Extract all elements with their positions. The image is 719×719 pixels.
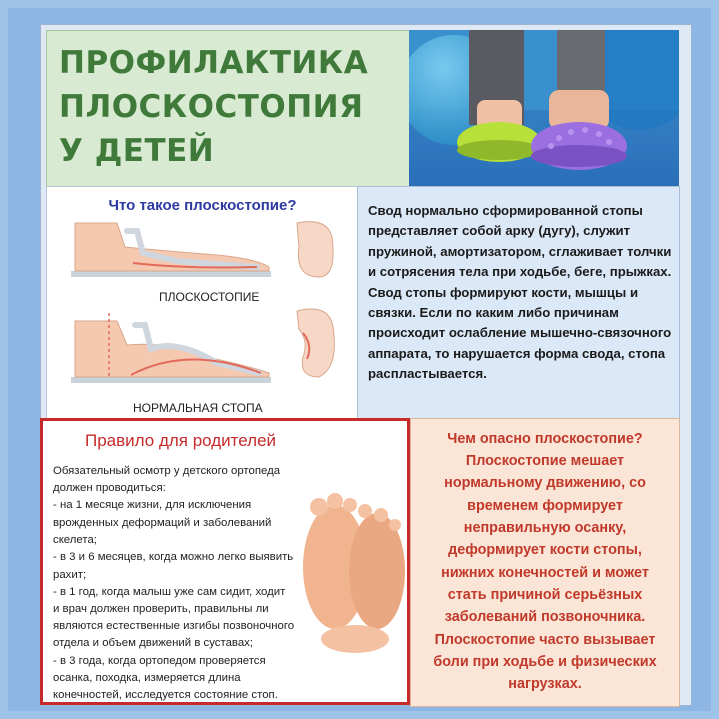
danger-line-5: деформирует кости стопы, [448, 542, 642, 558]
title-line-3: У ДЕТЕЙ [59, 133, 215, 169]
baby-feet-illustration [295, 479, 407, 659]
danger-line-9: Плоскостопие часто вызывает [434, 632, 656, 648]
danger-line-7: стать причиной серьёзных [447, 587, 643, 603]
rules-line-9: и врач должен проверить, правильны ли [53, 603, 269, 615]
rules-line-10: являются естественные изгибы позвоночного [53, 620, 295, 632]
danger-line-4: неправильную осанку, [463, 520, 627, 536]
arch-explanation-panel [357, 186, 680, 420]
rules-line-14: конечностей, исследуется состояние стоп. [53, 689, 278, 701]
label-flatfoot: ПЛОСКОСТОПИЕ [159, 290, 260, 304]
danger-line-8: заболеваний позвоночника. [444, 609, 646, 625]
child-feet-photo [409, 30, 679, 186]
rules-title: Правило для родителей [85, 431, 277, 450]
danger-line-3: временем формирует [467, 498, 623, 514]
rules-line-4: врожденных деформаций и заболеваний [53, 517, 272, 529]
danger-line-2: нормальному движению, со [444, 475, 646, 491]
rules-line-7: рахит; [53, 569, 87, 581]
rules-line-12: - в 3 года, когда ортопедом проверяется [53, 655, 266, 667]
rules-line-2: должен проводиться: [53, 482, 166, 494]
title-line-1: ПРОФИЛАКТИКА [59, 45, 369, 81]
title-line-2: ПЛОСКОСТОПИЯ [59, 89, 364, 125]
diagram-question: Что такое плоскостопие? [108, 197, 297, 214]
rules-line-3: - на 1 месяце жизни, для исключения [53, 499, 252, 511]
rules-line-11: отдела и объем движений в суставах; [53, 637, 254, 649]
danger-line-6: нижних конечностей и может [441, 565, 649, 581]
parent-rules-panel [40, 418, 410, 705]
danger-line-1: Плоскостопие мешает [465, 453, 625, 469]
arch-explanation-text: Свод нормально сформированной стопы представляет собой арку (дугу), служит пружиной, амортизатором, сглаживает толчки и сотрясения тела при ходьбе, беге, прыжках. Свод стопы формируют кости, мышцы и связки. Если по каким либо причинам происходит ослабление мышечно-связочного аппарата, то нарушается форма свода, стопа распластывается. [368, 203, 672, 382]
rules-line-13: осанка, походка, измеряется длина [53, 672, 241, 684]
danger-line-10: боли при ходьбе и физических [433, 654, 657, 670]
rules-line-1: Обязательный осмотр у детского ортопеда [53, 465, 281, 477]
foot-illustration [47, 217, 358, 417]
title-panel [46, 30, 410, 188]
rules-line-6: - в 3 и 6 месяцев, когда можно легко выявить [53, 551, 294, 563]
danger-line-11: нагрузках. [508, 676, 582, 692]
rules-line-8: - в 1 год, когда малыш уже сам сидит, ходит [53, 586, 286, 598]
label-normal-foot: НОРМАЛЬНАЯ СТОПА [133, 401, 263, 415]
danger-panel [410, 418, 680, 707]
flatfoot-diagram-panel [46, 186, 359, 420]
rules-line-5: скелета; [53, 534, 97, 546]
danger-heading: Чем опасно плоскостопие? [447, 431, 643, 447]
